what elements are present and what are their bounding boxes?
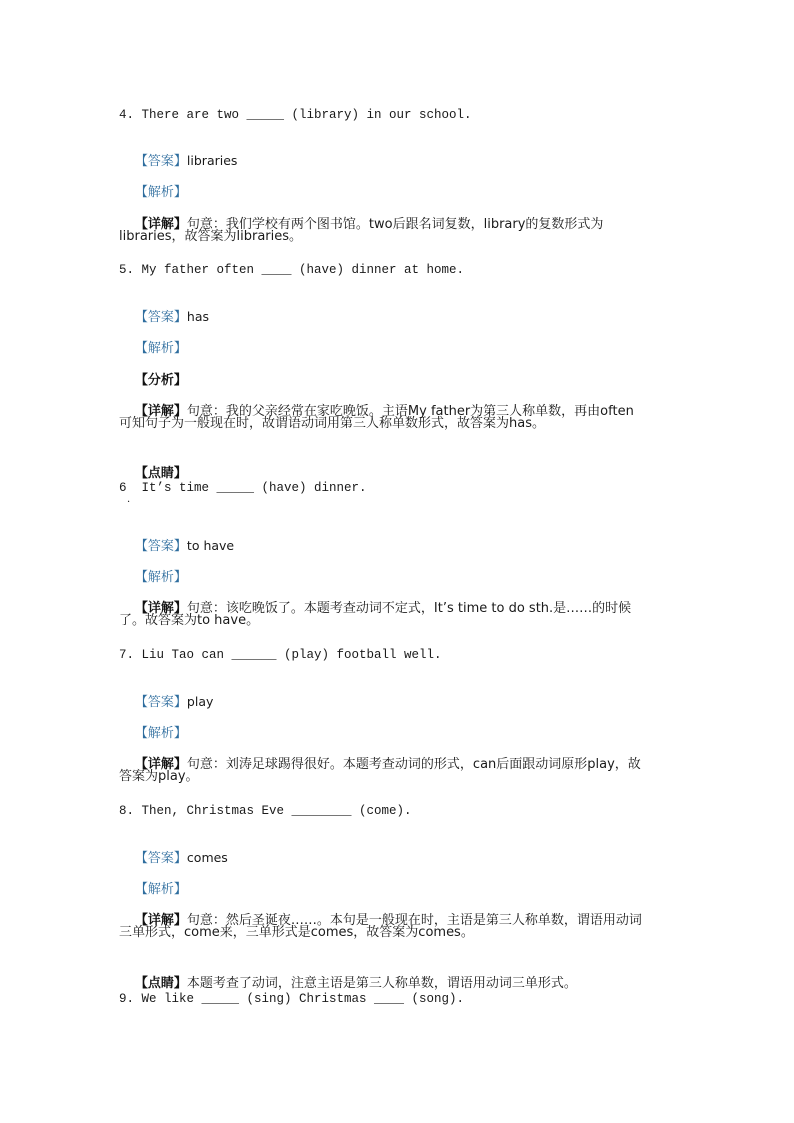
answer-tag: 【答案】 [134,154,187,169]
dianjing-tag: 【点睛】 [134,976,187,991]
answer-tag: 【答案】 [134,539,187,554]
answer-tag: 【答案】 [134,310,187,325]
analysis-tag: 【解析】 [134,185,187,200]
question-7: 7. Liu Tao can ______ (play) football well. [119,648,442,662]
answer-text: play [186,694,214,709]
detail-row-5-cont: 可知句子为一般现在时，故谓语动词用第三人称单数形式，故答案为has。 [119,416,545,431]
answer-text: to have [186,538,235,553]
detail-tag: 【详解】 [134,913,187,928]
detail-text: 句意：该吃晚饭了。本题考查动词不定式，It’s time to do sth.是……的时候 [186,601,632,616]
answer-tag: 【答案】 [134,851,187,866]
detail-text: 句意：我们学校有两个图书馆。two后跟名词复数，library的复数形式为 [186,217,604,232]
detail-row-8-cont: 三单形式，come来，三单形式是comes，故答案为comes。 [119,925,474,940]
detail-tag: 【详解】 [134,757,187,772]
stray-dot: · [127,497,131,508]
detail-text: 句意：刘涛足球踢得很好。本题考查动词的形式，can后面跟动词原形play，故 [186,757,641,772]
dianjing-tag: 【点睛】 [134,466,187,481]
question-6: 6 It’s time _____ (have) dinner. [119,481,367,495]
detail-tag: 【详解】 [134,217,187,232]
dianjing-text: 本题考查了动词，注意主语是第三人称单数，谓语用动词三单形式。 [186,976,577,991]
detail-tag: 【详解】 [134,601,187,616]
question-5: 5. My father often ____ (have) dinner at home. [119,263,465,277]
question-4: 4. There are two _____ (library) in our school. [119,108,472,122]
question-9: 9. We like _____ (sing) Christmas ____ (song). [119,992,465,1006]
analysis-tag: 【解析】 [134,726,187,741]
detail-row-4-cont: libraries，故答案为libraries。 [119,229,303,244]
detail-row-6-cont: 了。故答案为to have。 [119,613,260,628]
question-8: 8. Then, Christmas Eve ________ (come). [119,804,412,818]
answer-text: has [186,309,210,324]
answer-text: comes [186,850,228,865]
detail-text: 句意：然后圣诞夜……。本句是一般现在时，主语是第三人称单数，谓语用动词 [186,913,642,928]
detail-row-7-cont: 答案为play。 [119,769,199,784]
analysis-tag: 【解析】 [134,341,187,356]
answer-tag: 【答案】 [134,695,187,710]
analysis-tag: 【解析】 [134,882,187,897]
analysis-tag: 【解析】 [134,570,187,585]
detail-tag: 【详解】 [134,404,187,419]
fenxi-tag: 【分析】 [134,373,187,388]
answer-text: libraries [186,153,238,168]
detail-text: 句意：我的父亲经常在家吃晚饭。主语My father为第三人称单数，再由often [186,404,634,419]
